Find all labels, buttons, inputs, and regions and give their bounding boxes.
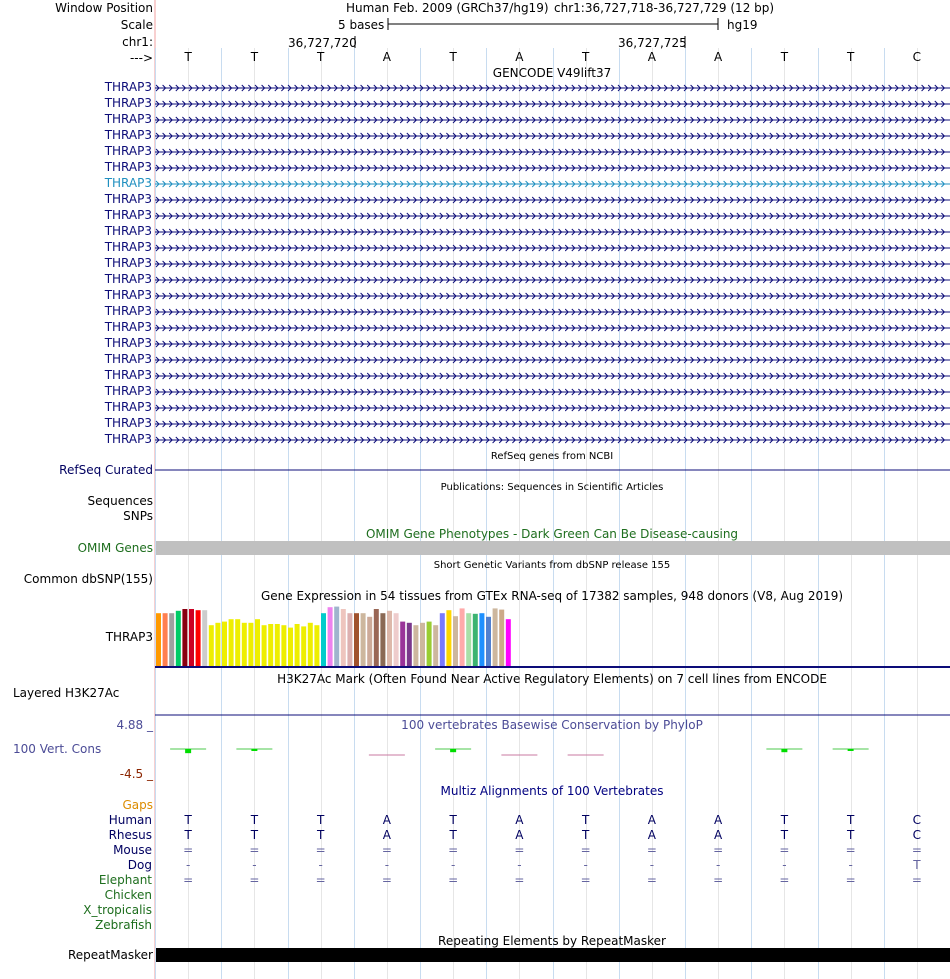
gencode-transcript-label[interactable]: THRAP3 (104, 352, 152, 366)
alignment-base: C (912, 828, 922, 842)
gtex-tissue-bar (248, 623, 253, 666)
gtex-tissue-bar (275, 624, 280, 666)
species-label[interactable]: Chicken (104, 888, 152, 902)
phylop-score-bar (781, 749, 787, 752)
phylop-score-bar (848, 749, 854, 751)
alignment-base: = (249, 843, 260, 857)
gencode-transcript-label[interactable]: THRAP3 (104, 400, 152, 414)
alignment-base: - (252, 858, 257, 872)
gencode-transcript-label[interactable]: THRAP3 (104, 288, 152, 302)
chrom-label: chr1: (122, 35, 153, 49)
gencode-transcript-label[interactable]: THRAP3 (104, 80, 152, 94)
alignment-base: - (185, 858, 191, 872)
repeatmasker-track-title: Repeating Elements by RepeatMasker (438, 934, 666, 948)
gtex-tissue-bar (427, 622, 432, 666)
gencode-transcript-label[interactable]: THRAP3 (104, 384, 152, 398)
gencode-transcript-label[interactable]: THRAP3 (104, 160, 152, 174)
gtex-tissue-bar (202, 610, 207, 666)
alignment-base: T (250, 813, 259, 827)
gencode-track-title: GENCODE V49lift37 (492, 66, 612, 80)
gencode-transcript-label[interactable]: THRAP3 (104, 176, 152, 190)
gencode-transcript-label[interactable]: THRAP3 (104, 192, 152, 206)
phylop-track-title: 100 vertebrates Basewise Conservation by PhyloP (401, 718, 703, 732)
alignment-base: A (515, 813, 524, 827)
gtex-tissue-bar (176, 611, 181, 666)
gtex-tissue-bar (420, 623, 425, 666)
db-label: hg19 (727, 18, 758, 32)
base-letter: A (515, 50, 524, 64)
gtex-tissue-bar (493, 608, 498, 666)
alignment-base: - (583, 858, 588, 872)
alignment-base: T (316, 828, 325, 842)
gtex-tissue-bar (222, 622, 227, 666)
gtex-tissue-bar (328, 607, 333, 666)
alignment-base: A (382, 828, 391, 842)
alignment-base: = (646, 873, 657, 887)
scale-text: 5 bases (338, 18, 385, 32)
h3k27ac-track-label[interactable]: Layered H3K27Ac (13, 686, 120, 700)
alignment-base: = (315, 873, 326, 887)
alignment-base: = (911, 873, 922, 887)
gtex-tissue-bar (262, 625, 267, 666)
dbsnp-track-label[interactable]: Common dbSNP(155) (23, 572, 153, 586)
alignment-base: T (780, 813, 789, 827)
alignment-base: T (581, 813, 590, 827)
omim-gene-bar (156, 541, 950, 555)
gtex-tissue-bar (394, 613, 399, 666)
species-label[interactable]: Dog (127, 858, 152, 872)
gtex-tissue-bar (473, 614, 478, 666)
repeatmasker-track-label[interactable]: RepeatMasker (67, 948, 153, 962)
gencode-transcript-label[interactable]: THRAP3 (104, 128, 152, 142)
alignment-base: = (315, 843, 326, 857)
gencode-transcript-label[interactable]: THRAP3 (104, 96, 152, 110)
alignment-base: = (779, 843, 790, 857)
gencode-transcript-label[interactable]: THRAP3 (104, 336, 152, 350)
gtex-tissue-bar (235, 619, 240, 666)
dbsnp-track-title: Short Genetic Variants from dbSNP release 155 (433, 560, 671, 571)
alignment-base: - (450, 858, 456, 872)
assembly-title: Human Feb. 2009 (GRCh37/hg19) (346, 1, 549, 15)
gencode-transcript-label[interactable]: THRAP3 (104, 112, 152, 126)
gtex-tissue-bar (281, 625, 286, 666)
omim-track-label[interactable]: OMIM Genes (77, 541, 153, 555)
gencode-transcript-label[interactable]: THRAP3 (104, 144, 152, 158)
alignment-base: = (580, 843, 591, 857)
omim-track-title: OMIM Gene Phenotypes - Dark Green Can Be Disease-causing (365, 527, 739, 541)
alignment-base: - (848, 858, 853, 872)
alignment-base: T (449, 813, 457, 827)
alignment-base: = (183, 873, 194, 887)
base-letter: T (250, 50, 259, 64)
gtex-tissue-bar (308, 623, 313, 666)
gtex-tissue-bar (189, 609, 194, 666)
alignment-base: = (381, 873, 392, 887)
gtex-tissue-bar (288, 628, 293, 666)
gtex-tissue-bar (314, 625, 319, 666)
gtex-tissue-bar (182, 609, 187, 666)
h3k27ac-track-title: H3K27Ac Mark (Often Found Near Active Regulatory Elements) on 7 cell lines from ENCODE (277, 672, 827, 686)
species-label[interactable]: Elephant (98, 873, 152, 887)
base-letter: T (846, 50, 855, 64)
gencode-transcript-label[interactable]: THRAP3 (104, 304, 152, 318)
base-letter: T (449, 50, 457, 64)
gtex-tissue-bar (361, 613, 366, 666)
gtex-tissue-bar (301, 626, 306, 666)
base-letter: A (647, 50, 656, 64)
publications-track-title: Publications: Sequences in Scientific Articles (440, 482, 664, 493)
gtex-track-title: Gene Expression in 54 tissues from GTEx RNA-seq of 17382 samples, 948 donors (V8, Aug 2019) (260, 589, 844, 603)
gtex-tissue-bar (453, 616, 458, 666)
gtex-tissue-bar (374, 609, 379, 666)
base-letter: C (912, 50, 922, 64)
alignment-base: A (382, 813, 391, 827)
phylop-track-label[interactable]: 100 Vert. Cons (13, 742, 102, 756)
gtex-tissue-bar (196, 610, 201, 666)
position-readout: chr1:36,727,718-36,727,729 (12 bp) (554, 1, 775, 15)
gtex-tissue-bar (446, 610, 451, 666)
alignment-base: T (913, 858, 921, 872)
alignment-base: A (647, 828, 656, 842)
gtex-tissue-bar (255, 619, 260, 666)
phylop-score-bar (450, 749, 456, 752)
species-label[interactable]: Zebrafish (95, 918, 152, 932)
gencode-transcript-label[interactable]: THRAP3 (104, 416, 152, 430)
alignment-base: = (845, 873, 856, 887)
gtex-tissue-bar (156, 613, 161, 666)
gencode-transcript-label[interactable]: THRAP3 (104, 240, 152, 254)
gtex-tissue-bar (215, 623, 220, 666)
sequences-track-label[interactable]: Sequences (87, 494, 153, 508)
alignment-base: T (184, 813, 192, 827)
gtex-tissue-bar (400, 622, 405, 666)
alignment-base: = (514, 843, 525, 857)
alignment-base: T (780, 828, 789, 842)
gencode-transcript-label[interactable]: THRAP3 (104, 320, 152, 334)
alignment-base: A (647, 813, 656, 827)
multiz-track-title: Multiz Alignments of 100 Vertebrates (440, 784, 664, 798)
alignment-base: A (515, 828, 524, 842)
alignment-base: A (714, 813, 723, 827)
phylop-score-bar (251, 749, 257, 751)
alignment-base: = (580, 873, 591, 887)
gencode-transcript-label[interactable]: THRAP3 (104, 368, 152, 382)
species-label[interactable]: Human (108, 813, 152, 827)
scale-label: Scale (120, 18, 153, 32)
gtex-tissue-bar (295, 624, 300, 666)
alignment-base: - (384, 858, 390, 872)
alignment-base: = (249, 873, 260, 887)
base-letter: T (184, 50, 192, 64)
alignment-base: - (517, 858, 522, 872)
strand-arrow-label: ---> (129, 51, 153, 65)
gtex-tissue-bar (268, 624, 273, 666)
alignment-base: - (318, 858, 323, 872)
gtex-tissue-bar (209, 625, 214, 666)
base-letter: T (780, 50, 789, 64)
alignment-base: T (846, 828, 855, 842)
gtex-tissue-bar (466, 613, 471, 666)
alignment-base: = (381, 843, 392, 857)
alignment-base: T (581, 828, 590, 842)
alignment-base: - (649, 858, 655, 872)
alignment-base: T (250, 828, 259, 842)
gtex-tissue-bar (341, 609, 346, 666)
phylop-max-label: 4.88 _ (116, 718, 153, 732)
alignment-base: T (184, 828, 192, 842)
gtex-tissue-bar (321, 613, 326, 666)
base-letter: A (714, 50, 723, 64)
gtex-tissue-bar (163, 613, 168, 666)
alignment-base: = (514, 873, 525, 887)
alignment-base: = (845, 843, 856, 857)
alignment-base: = (646, 843, 657, 857)
gtex-track-label[interactable]: THRAP3 (105, 630, 153, 644)
repeatmasker-bar (156, 948, 950, 962)
coord-tick-label: 36,727,720 (288, 36, 357, 50)
gtex-tissue-bar (380, 613, 385, 666)
gtex-tissue-bar (506, 619, 511, 666)
gtex-tissue-bar (367, 617, 372, 666)
species-label[interactable]: X_tropicalis (83, 903, 152, 917)
gencode-transcript-label[interactable]: THRAP3 (104, 224, 152, 238)
gtex-tissue-bar (354, 613, 359, 666)
alignment-base: = (779, 873, 790, 887)
species-label[interactable]: Mouse (113, 843, 152, 857)
snps-track-label[interactable]: SNPs (123, 509, 153, 523)
alignment-base: = (713, 843, 724, 857)
gtex-tissue-bar (347, 613, 352, 666)
gtex-tissue-bar (433, 625, 438, 666)
refseq-track-label[interactable]: RefSeq Curated (59, 463, 153, 477)
alignment-base: - (715, 858, 721, 872)
refseq-track-title: RefSeq genes from NCBI (490, 451, 614, 462)
gtex-tissue-bar (334, 607, 339, 666)
gtex-tissue-bar (407, 623, 412, 666)
alignment-base: = (911, 843, 922, 857)
gtex-tissue-bar (242, 623, 247, 666)
base-letter: T (316, 50, 325, 64)
alignment-base: T (316, 813, 325, 827)
gencode-transcript-label[interactable]: THRAP3 (104, 272, 152, 286)
alignment-base: T (449, 828, 457, 842)
species-label[interactable]: Rhesus (108, 828, 152, 842)
alignment-base: = (448, 843, 459, 857)
phylop-score-bar (185, 749, 191, 753)
gaps-label: Gaps (122, 798, 153, 812)
alignment-base: A (714, 828, 723, 842)
gtex-tissue-bar (229, 619, 234, 666)
gtex-tissue-bar (460, 608, 465, 666)
gtex-tissue-bar (479, 613, 484, 666)
alignment-base: T (846, 813, 855, 827)
gtex-tissue-bar (486, 617, 491, 666)
phylop-min-label: -4.5 _ (119, 767, 153, 781)
gtex-tissue-bar (387, 611, 392, 666)
gencode-transcript-label[interactable]: THRAP3 (104, 256, 152, 270)
gtex-tissue-bar (440, 613, 445, 666)
window-position-label: Window Position (55, 1, 153, 15)
gencode-transcript-label[interactable]: THRAP3 (104, 208, 152, 222)
gtex-tissue-bar (169, 613, 174, 666)
alignment-base: = (448, 873, 459, 887)
alignment-base: = (183, 843, 194, 857)
coord-tick-label: 36,727,725 (618, 36, 687, 50)
gtex-tissue-bar (413, 625, 418, 666)
gtex-tissue-bar (499, 610, 504, 666)
alignment-base: - (782, 858, 787, 872)
base-letter: A (382, 50, 391, 64)
alignment-base: C (912, 813, 922, 827)
gencode-transcript-label[interactable]: THRAP3 (104, 432, 152, 446)
alignment-base: = (713, 873, 724, 887)
base-letter: T (581, 50, 590, 64)
